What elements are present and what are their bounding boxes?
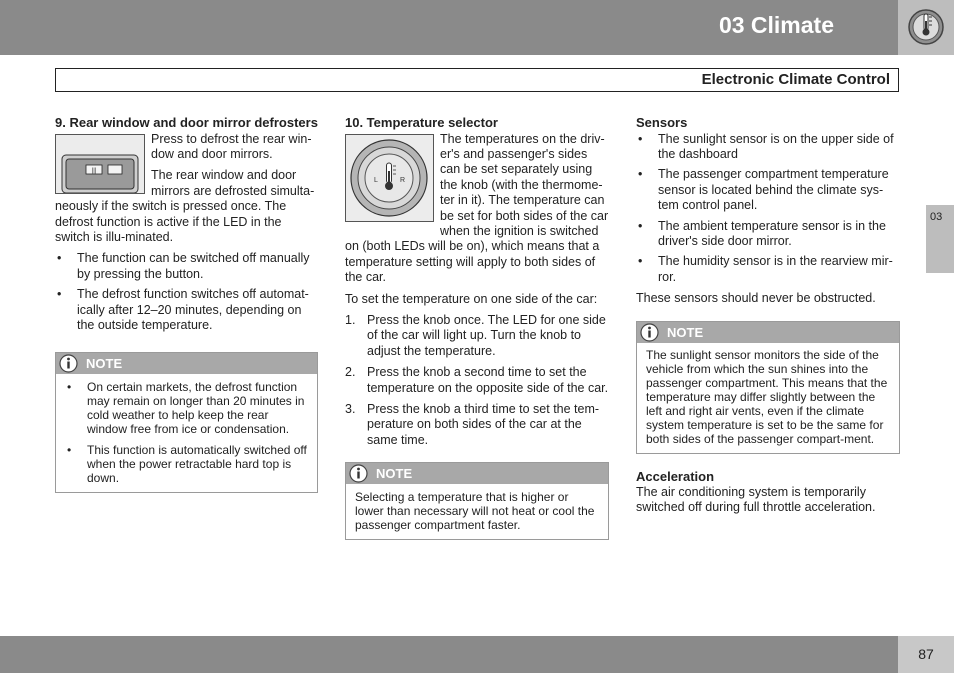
list-item: • The humidity sensor is in the rearview mir-ror. (636, 254, 900, 285)
defroster-bullet-list (55, 251, 318, 333)
sensors-heading: Sensors (636, 115, 688, 130)
svg-text:L: L (374, 176, 378, 184)
note-header (346, 463, 608, 484)
column-temperature-selector (345, 115, 609, 540)
step-text: Press the knob a second time to set the temperature on the opposite side of the car. (367, 365, 609, 395)
list-item (345, 402, 609, 448)
temperature-steps (345, 313, 609, 448)
column-defrosters (55, 115, 318, 493)
note-header (637, 322, 899, 343)
page-footer (0, 636, 898, 673)
note-label: NOTE (86, 356, 123, 372)
list-item: • The passenger compartment temperature sensor is located behind the climate sys-tem control panel. (636, 167, 900, 213)
chapter-header (0, 0, 898, 55)
defroster-paragraph-1: Press to defrost the rear win-dow and door mirrors. (151, 131, 312, 161)
note-box (345, 462, 609, 540)
note-box (636, 321, 900, 454)
list-item (345, 365, 609, 396)
step-text: Press the knob once. The LED for one side of the car will light up. Turn the knob to adjust the temperature. (367, 312, 606, 358)
list-item: • The sunlight sensor is on the upper side of the dashboard (636, 132, 900, 163)
step-text: Press the knob a third time to set the tem-perature on both sides of the car at the same time. (367, 402, 600, 447)
section-title: Electronic Climate Control (701, 71, 890, 88)
info-icon (640, 323, 659, 342)
acceleration-paragraph: The air conditioning system is temporarily switched off during full throttle acceleration. (636, 485, 876, 515)
step-number: 1. (345, 312, 356, 327)
page-number: 87 (918, 646, 934, 662)
defrost-button-illustration (55, 134, 145, 194)
list-item: • The function can be switched off manually by pressing the button. (55, 251, 318, 282)
list-item (345, 313, 609, 359)
defroster-paragraph-2: The rear window and door mirrors are defrosted simulta-neously if the switch is pressed once. The defrost function is active if the LED in the switch is illu-minated. (55, 168, 315, 244)
list-item: • On certain markets, the defrost function may remain on longer than 20 minutes in cold weather to help keep the rear window free from ice or condensation. (65, 380, 308, 436)
temperature-paragraph-1: The temperatures on the driv-er's and passenger's sides can be set separately using the knob (with the thermome-ter in it). The temperature can be set for both sides of the car when the ignition is switched on (both LEDs will be on), which means that a temperature setting will apply to both sides of the car. (345, 131, 609, 285)
page-number-box (898, 636, 954, 673)
list-item: • This function is automatically switched off when the power retractable hard top is down. (65, 443, 308, 485)
list-item: • The defrost function switches off automat-ically after 12–20 minutes, depending on the outside temperature. (55, 287, 318, 333)
step-number: 3. (345, 402, 356, 416)
info-icon (349, 464, 368, 483)
side-tab-label: 03 (930, 211, 943, 223)
temperature-paragraph-2: To set the temperature on one side of the car: (345, 291, 598, 306)
note-body: Selecting a temperature that is higher or lower than necessary will not heat or cool the passenger compartment faster. (355, 490, 595, 533)
note-label: NOTE (376, 466, 413, 482)
thermometer-icon (898, 0, 954, 55)
defroster-heading: 9. Rear window and door mirror defrosters (55, 115, 318, 130)
note-header (56, 353, 317, 374)
sensors-bullet-list (636, 132, 900, 286)
chapter-icon-box (898, 0, 954, 55)
svg-text:R: R (400, 176, 406, 184)
svg-text:|||: ||| (91, 167, 97, 174)
note-body: The sunlight sensor monitors the side of the vehicle from which the sun shines into the passenger compartment. This means that the temperature may differ slightly between the left and right air vents, even if the climate system temperature is set to be the same for both sides of the passenger compart-ment. (646, 347, 888, 446)
list-item: • The ambient temperature sensor is in the driver's side door mirror. (636, 219, 900, 250)
note-box (55, 352, 318, 493)
temperature-knob-illustration (345, 134, 434, 222)
section-title-bar (55, 68, 899, 92)
column-sensors (636, 115, 900, 522)
chapter-title: 03 Climate (718, 12, 834, 38)
note-label: NOTE (667, 324, 704, 340)
acceleration-heading: Acceleration (636, 468, 715, 484)
chapter-side-tab[interactable] (926, 205, 954, 273)
temperature-heading: 10. Temperature selector (345, 115, 498, 130)
sensors-paragraph: These sensors should never be obstructed. (636, 291, 876, 306)
info-icon (59, 354, 78, 373)
step-number: 2. (345, 365, 356, 380)
note-body (56, 374, 317, 492)
